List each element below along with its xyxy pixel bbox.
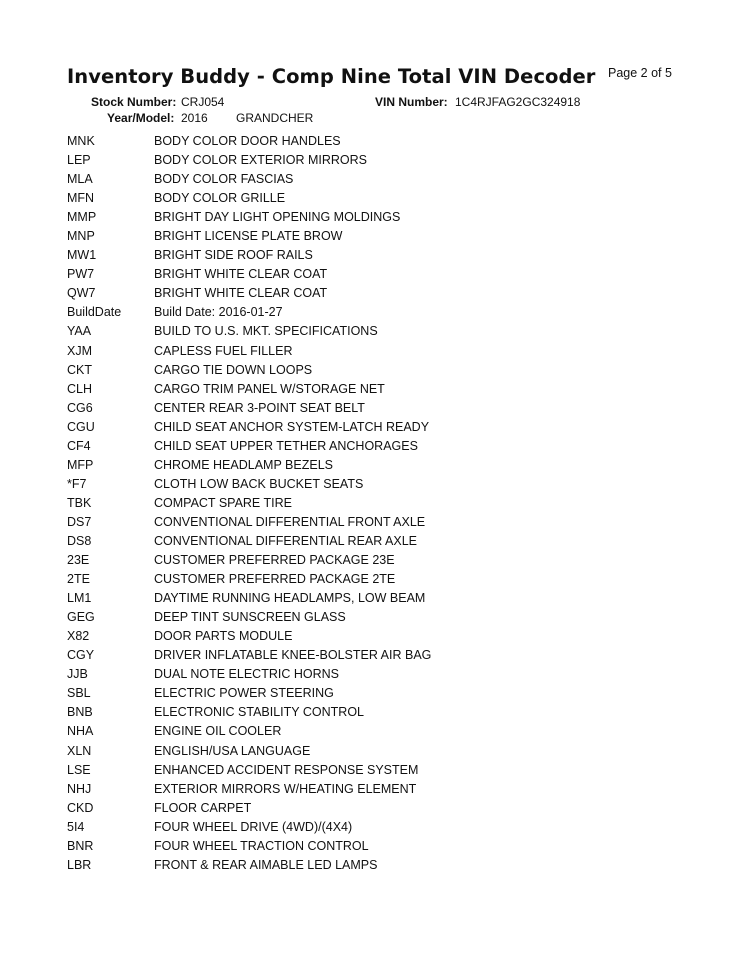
option-description: CARGO TRIM PANEL W/STORAGE NET [154,381,385,396]
option-description: BODY COLOR FASCIAS [154,172,294,187]
option-description: FOUR WHEEL TRACTION CONTROL [154,838,369,853]
option-description: BRIGHT DAY LIGHT OPENING MOLDINGS [154,210,401,225]
option-description: CAPLESS FUEL FILLER [154,343,293,358]
option-code: BNR [67,838,94,853]
option-code: CGY [67,648,95,663]
option-description: CUSTOMER PREFERRED PACKAGE 23E [154,553,395,568]
option-description: BODY COLOR GRILLE [154,191,286,206]
vin-number-label: VIN Number: [375,95,448,109]
option-description: ENGLISH/USA LANGUAGE [154,743,311,758]
option-description: CUSTOMER PREFERRED PACKAGE 2TE [154,572,396,587]
option-description: COMPACT SPARE TIRE [154,495,292,510]
option-code: LSE [67,762,91,777]
option-code: CKT [67,362,92,377]
option-code: XJM [67,343,92,358]
option-code: NHA [67,724,94,739]
option-description: CARGO TIE DOWN LOOPS [154,362,313,377]
option-code: SBL [67,686,91,701]
option-code: BuildDate [67,305,122,320]
option-code: QW7 [67,286,96,301]
option-description: CENTER REAR 3-POINT SEAT BELT [154,400,365,415]
option-description: FOUR WHEEL DRIVE (4WD)/(4X4) [154,819,353,834]
option-code: GEG [67,610,95,625]
option-description: DAYTIME RUNNING HEADLAMPS, LOW BEAM [154,591,426,606]
option-description: ELECTRIC POWER STEERING [154,686,334,701]
option-description: BRIGHT WHITE CLEAR COAT [154,267,328,282]
option-code: JJB [67,667,88,682]
option-description: Build Date: 2016-01-27 [154,305,283,320]
option-description: BRIGHT WHITE CLEAR COAT [154,286,328,301]
option-description: FLOOR CARPET [154,800,252,815]
option-code: CKD [67,800,94,815]
option-description: CHROME HEADLAMP BEZELS [154,457,333,472]
option-description: DEEP TINT SUNSCREEN GLASS [154,610,346,625]
option-code: MLA [67,172,93,187]
stock-number-label: Stock Number: [91,95,177,109]
year-model-label: Year/Model: [107,111,175,125]
option-description: BODY COLOR DOOR HANDLES [154,134,341,148]
option-code: NHJ [67,781,92,796]
vin-number-value: 1C4RJFAG2GC324918 [455,95,581,109]
option-description: BUILD TO U.S. MKT. SPECIFICATIONS [154,324,378,339]
option-description: CLOTH LOW BACK BUCKET SEATS [154,476,364,491]
option-description: CHILD SEAT UPPER TETHER ANCHORAGES [154,438,418,453]
option-description: DRIVER INFLATABLE KNEE-BOLSTER AIR BAG [154,648,432,663]
option-code: 5I4 [67,819,85,834]
option-description: BRIGHT SIDE ROOF RAILS [154,248,313,263]
option-code: LBR [67,857,92,872]
option-code: DS8 [67,533,92,548]
option-code: CF4 [67,438,91,453]
option-code: 23E [67,553,90,568]
option-code: MFN [67,191,95,206]
option-code: LEP [67,153,91,168]
option-description: BRIGHT LICENSE PLATE BROW [154,229,343,244]
option-description: CHILD SEAT ANCHOR SYSTEM-LATCH READY [154,419,430,434]
option-code: MW1 [67,248,97,263]
option-code: X82 [67,629,90,644]
option-code: TBK [67,495,92,510]
page-number: Page 2 of 5 [608,66,672,80]
option-description: BODY COLOR EXTERIOR MIRRORS [154,153,367,168]
option-description: ELECTRONIC STABILITY CONTROL [154,705,364,720]
option-code: PW7 [67,267,95,282]
option-description: ENGINE OIL COOLER [154,724,282,739]
option-description: FRONT & REAR AIMABLE LED LAMPS [154,857,378,872]
year-value: 2016 [181,111,208,125]
option-code: CG6 [67,400,93,415]
option-code: YAA [67,324,92,339]
stock-number-value: CRJ054 [181,95,225,109]
option-code: BNB [67,705,93,720]
option-code: CLH [67,381,93,396]
option-code: LM1 [67,591,92,606]
option-code: 2TE [67,572,90,587]
option-code: MNP [67,229,95,244]
option-description: ENHANCED ACCIDENT RESPONSE SYSTEM [154,762,419,777]
option-code: MNK [67,134,95,148]
option-code: CGU [67,419,95,434]
option-description: EXTERIOR MIRRORS W/HEATING ELEMENT [154,781,417,796]
option-description: DOOR PARTS MODULE [154,629,293,644]
option-code: MFP [67,457,94,472]
option-code: *F7 [67,476,87,491]
option-description: CONVENTIONAL DIFFERENTIAL REAR AXLE [154,533,418,548]
option-code: MMP [67,210,97,225]
model-value: GRANDCHER [236,111,314,125]
option-description: DUAL NOTE ELECTRIC HORNS [154,667,339,682]
option-code: DS7 [67,514,92,529]
option-description: CONVENTIONAL DIFFERENTIAL FRONT AXLE [154,514,426,529]
option-code: XLN [67,743,92,758]
page-title: Inventory Buddy - Comp Nine Total VIN Decoder [67,65,596,88]
